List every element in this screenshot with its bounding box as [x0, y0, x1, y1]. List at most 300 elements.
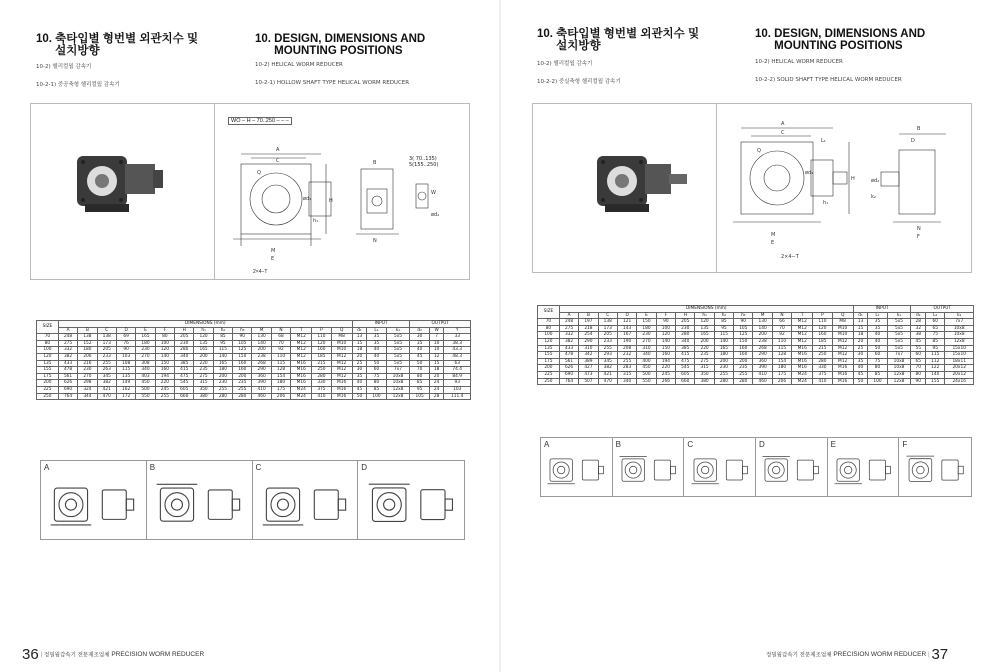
table-cell: 235: [695, 352, 714, 359]
table-cell: 130: [753, 319, 772, 326]
table-cell: 15x10: [945, 345, 974, 352]
table-cell: 95: [926, 345, 945, 352]
table-cell: 66: [772, 319, 791, 326]
table-cell: 69: [116, 334, 135, 341]
table-cell: 238: [252, 353, 271, 360]
table-cell: M16: [832, 378, 853, 385]
table-cell: 280: [213, 393, 232, 400]
page-number: 36: [22, 646, 39, 663]
table-cell: 18: [352, 347, 367, 354]
bolt-note: 2×4−T: [253, 269, 268, 275]
table-cell: M24: [792, 378, 813, 385]
table-cell: 74.4: [444, 367, 471, 374]
table-cell: 230: [175, 340, 194, 347]
table-cell: 105: [233, 340, 252, 347]
table-cell: 80: [155, 334, 174, 341]
table-cell: 18x11: [945, 358, 974, 365]
table-cell: M16: [291, 367, 312, 374]
table-cell: 390: [252, 380, 271, 387]
column-header: A: [58, 327, 77, 334]
table-cell: 50: [367, 360, 386, 367]
table-cell: 470: [97, 393, 116, 400]
table-cell: 410: [753, 371, 772, 378]
table-cell: 95: [714, 325, 733, 332]
table-cell: 40: [868, 332, 887, 339]
table-cell: 120: [813, 325, 832, 332]
mounting-position-drawing: [689, 448, 751, 492]
table-cell: 340: [676, 338, 695, 345]
table-cell: 35: [410, 340, 429, 347]
table-row: [538, 371, 974, 378]
table-cell: 180: [714, 352, 733, 359]
table-cell: M10: [832, 325, 853, 332]
table-cell: M12: [331, 373, 352, 380]
table-cell: 80: [538, 325, 560, 332]
column-header: L₁: [868, 312, 887, 319]
table-cell: 10: [429, 340, 444, 347]
subheading-en: 10-2) HELICAL WORM REDUCER: [255, 62, 343, 68]
table-cell: 55: [911, 345, 926, 352]
footer-company: 정밀웜감속기 전문제조업체: [766, 652, 832, 659]
table-cell: 421: [598, 371, 617, 378]
output-group-header: OUTPUT: [911, 306, 974, 313]
svg-text:H: H: [329, 198, 333, 204]
figure-box: [30, 103, 470, 280]
table-cell: 275: [194, 373, 213, 380]
table-cell: 421: [97, 386, 116, 393]
heading-en: 10. DESIGN, DIMENSIONS AND MOUNTING POSITIONS: [255, 33, 426, 57]
table-cell: 140: [753, 325, 772, 332]
table-cell: 200: [213, 373, 232, 380]
subheading-ko-2: 10-2-1) 중공축형 헬리컬웜 감속기: [36, 82, 120, 88]
table-row: [37, 334, 471, 341]
mounting-position-label: F: [902, 440, 908, 449]
table-row: [538, 338, 974, 345]
table-cell: 433: [559, 345, 578, 352]
table-cell: 206: [772, 378, 791, 385]
table-cell: 40: [853, 365, 868, 372]
table-cell: 65: [911, 358, 926, 365]
table-cell: 400: [637, 358, 656, 365]
table-cell: 507: [579, 378, 598, 385]
table-row: [538, 345, 974, 352]
table-cell: 40: [410, 347, 429, 354]
table-cell: 120: [538, 338, 560, 345]
table-cell: 20: [429, 373, 444, 380]
table-cell: 40: [367, 353, 386, 360]
table-cell: 50: [853, 378, 868, 385]
table-cell: 155: [538, 352, 560, 359]
table-cell: 270: [78, 373, 97, 380]
table-cell: 5x5: [386, 360, 410, 367]
table-cell: M24: [792, 371, 813, 378]
table-cell: 45: [352, 386, 367, 393]
table-cell: 155: [926, 378, 945, 385]
table-cell: 324: [78, 386, 97, 393]
svg-text:W: W: [431, 190, 436, 196]
input-group-header: INPUT: [352, 321, 410, 328]
figure-box: [532, 103, 972, 273]
table-cell: 233: [97, 353, 116, 360]
table-cell: 293: [598, 352, 617, 359]
page-37: [500, 0, 1000, 672]
table-cell: 478: [559, 352, 578, 359]
table-cell: 255: [598, 345, 617, 352]
table-cell: 12x8: [386, 386, 410, 393]
mounting-position-cell: [358, 461, 464, 539]
table-cell: 5x5: [887, 332, 911, 339]
table-cell: 150: [233, 353, 252, 360]
table-cell: 10x8: [945, 325, 974, 332]
table-cell: M12: [832, 338, 853, 345]
table-cell: 140: [926, 371, 945, 378]
table-cell: 35: [367, 334, 386, 341]
table-cell: 160: [233, 360, 252, 367]
table-cell: 197: [579, 319, 598, 326]
table-cell: 475: [175, 373, 194, 380]
table-cell: 315: [695, 365, 714, 372]
table-cell: M10: [331, 347, 352, 354]
table-cell: 32: [911, 325, 926, 332]
table-row: [538, 319, 974, 326]
table-cell: 180: [271, 380, 290, 387]
mounting-position-drawing: [365, 475, 458, 534]
table-cell: 230: [213, 380, 232, 387]
table-cell: 390: [753, 365, 772, 372]
table-cell: 180: [213, 367, 232, 374]
table-cell: 95: [213, 340, 232, 347]
table-cell: 7x7: [945, 319, 974, 326]
table-cell: M24: [291, 386, 312, 393]
table-cell: 194: [656, 358, 675, 365]
output-group-header: OUTPUT: [410, 321, 471, 328]
svg-text:ød₁: ød₁: [805, 170, 814, 176]
footer-company: 정밀웜감속기 전문제조업체: [44, 652, 110, 659]
table-cell: 280: [175, 347, 194, 354]
svg-text:B: B: [373, 160, 377, 166]
table-cell: 340: [136, 367, 155, 374]
table-cell: 24: [429, 386, 444, 393]
table-cell: M12: [291, 340, 312, 347]
table-cell: 155: [37, 367, 59, 374]
table-cell: 60: [868, 352, 887, 359]
table-cell: 120: [194, 334, 213, 341]
mounting-position-cell: [147, 461, 253, 539]
mounting-position-label: B: [149, 463, 156, 472]
table-cell: M16: [291, 360, 312, 367]
column-header: L₁: [367, 327, 386, 334]
column-header: D: [617, 312, 636, 319]
figure-divider: [214, 104, 215, 279]
footer: 36 | 정밀웜감속기 전문제조업체 PRECISION WORM REDUCER: [22, 646, 205, 663]
table-cell: 120: [656, 332, 675, 339]
table-cell: 460: [252, 393, 271, 400]
svg-text:h₁: h₁: [313, 218, 319, 224]
mounting-position-drawing: [153, 475, 245, 534]
table-cell: 160: [155, 367, 174, 374]
table-subheader-row: [37, 327, 471, 334]
table-cell: 230: [637, 332, 656, 339]
size-header: SIZE: [538, 306, 560, 319]
table-cell: M10: [331, 340, 352, 347]
mounting-position-label: B: [615, 440, 621, 449]
table-cell: 232: [617, 352, 636, 359]
table-cell: 154: [772, 358, 791, 365]
table-cell: 270: [637, 338, 656, 345]
table-cell: 85: [868, 371, 887, 378]
table-cell: 121: [617, 319, 636, 326]
table-cell: M16: [832, 371, 853, 378]
column-header: C: [598, 312, 617, 319]
table-cell: 100: [155, 340, 174, 347]
table-cell: 382: [58, 353, 77, 360]
table-cell: M8: [331, 334, 352, 341]
table-cell: M16: [792, 358, 813, 365]
table-cell: 5x5: [386, 340, 410, 347]
table-cell: 216: [78, 360, 97, 367]
mounting-position-cell: [41, 461, 147, 539]
mounting-position-cell: [253, 461, 359, 539]
table-cell: 75: [868, 358, 887, 365]
table-cell: 140: [155, 353, 174, 360]
table-cell: 125: [734, 332, 753, 339]
table-cell: 12x8: [887, 378, 911, 385]
table-cell: 28: [429, 393, 444, 400]
column-header: C: [97, 327, 116, 334]
table-cell: 35: [367, 340, 386, 347]
table-cell: M12: [291, 334, 312, 341]
table-cell: 25: [853, 345, 868, 352]
table-cell: 275: [58, 340, 77, 347]
mounting-position-label: C: [687, 440, 694, 449]
table-cell: 120: [695, 319, 714, 326]
table-cell: 160: [813, 332, 832, 339]
table-cell: 275: [559, 325, 578, 332]
table-row: [37, 360, 471, 367]
table-cell: 200: [233, 373, 252, 380]
table-cell: 200: [538, 365, 560, 372]
table-cell: 125: [233, 347, 252, 354]
table-cell: 330: [813, 365, 832, 372]
table-cell: 545: [175, 380, 194, 387]
table-cell: 48.3: [444, 353, 471, 360]
table-cell: 12x8: [887, 371, 911, 378]
table-cell: 165: [194, 347, 213, 354]
column-header: P: [312, 327, 331, 334]
size-note-2: 5(155..250): [409, 162, 439, 168]
table-cell: 160: [734, 345, 753, 352]
column-header: Q: [331, 327, 352, 334]
table-cell: 20: [853, 338, 868, 345]
table-cell: 20x12: [945, 371, 974, 378]
table-cell: 12x8: [386, 393, 410, 400]
table-cell: 764: [58, 393, 77, 400]
table-row: [37, 347, 471, 354]
table-cell: 152: [78, 340, 97, 347]
table-cell: 342: [579, 352, 598, 359]
model-code: WO – H – 70..250 – – –: [228, 117, 292, 125]
table-cell: 385: [676, 345, 695, 352]
table-row: [538, 332, 974, 339]
svg-text:k₂: k₂: [871, 194, 876, 200]
table-cell: 250: [312, 367, 331, 374]
table-cell: 10x8: [887, 365, 911, 372]
table-cell: 200: [252, 347, 271, 354]
table-cell: 605: [676, 371, 695, 378]
table-cell: 185: [312, 353, 331, 360]
table-cell: M12: [832, 345, 853, 352]
table-cell: 350: [194, 386, 213, 393]
table-cell: 38.3: [444, 340, 471, 347]
table-cell: M16: [792, 365, 813, 372]
table-cell: 450: [637, 365, 656, 372]
table-cell: 550: [136, 393, 155, 400]
table-header-row: [538, 306, 974, 313]
table-cell: 175: [271, 386, 290, 393]
table-cell: 200: [753, 332, 772, 339]
table-cell: M16: [291, 373, 312, 380]
table-cell: 28: [911, 319, 926, 326]
table-row: [538, 358, 974, 365]
table-row: [37, 340, 471, 347]
table-cell: 255: [233, 386, 252, 393]
table-cell: 12: [429, 353, 444, 360]
table-cell: 5x5: [887, 338, 911, 345]
table-cell: 235: [233, 380, 252, 387]
column-header: T: [291, 327, 312, 334]
table-cell: M16: [792, 345, 813, 352]
table-cell: 382: [598, 365, 617, 372]
table-cell: 205: [676, 319, 695, 326]
svg-text:Q: Q: [757, 148, 761, 154]
table-cell: 205: [175, 334, 194, 341]
column-header: h₃: [233, 327, 252, 334]
reducer-photo: [583, 142, 693, 222]
table-cell: 360: [252, 373, 271, 380]
table-cell: 235: [194, 367, 213, 374]
table-cell: 415: [175, 367, 194, 374]
table-cell: 205: [598, 332, 617, 339]
table-cell: 263: [97, 367, 116, 374]
table-cell: 308: [136, 360, 155, 367]
table-cell: 80: [37, 340, 59, 347]
column-header: F: [656, 312, 675, 319]
mounting-position-drawing: [904, 448, 967, 492]
table-cell: 550: [637, 378, 656, 385]
table-cell: 18: [853, 332, 868, 339]
table-cell: 332: [58, 347, 77, 354]
table-cell: 268: [753, 345, 772, 352]
table-cell: 92: [271, 347, 290, 354]
table-cell: 45: [911, 338, 926, 345]
table-cell: 235: [734, 365, 753, 372]
table-cell: 35: [868, 319, 887, 326]
table-cell: 345: [97, 373, 116, 380]
table-cell: 345: [598, 358, 617, 365]
table-cell: 410: [312, 393, 331, 400]
column-header: Y: [444, 327, 471, 334]
table-row: [538, 352, 974, 359]
dimensions-group-header: DIMENSIONS (mm): [559, 306, 853, 313]
table-cell: 33: [444, 334, 471, 341]
table-cell: 175: [538, 358, 560, 365]
column-header: k₁: [386, 327, 410, 334]
table-cell: 230: [676, 325, 695, 332]
table-cell: 433: [58, 360, 77, 367]
table-cell: 70: [37, 334, 59, 341]
table-cell: 690: [58, 386, 77, 393]
table-cell: 30: [352, 367, 367, 374]
table-cell: 340: [175, 353, 194, 360]
table-cell: 5x5: [386, 334, 410, 341]
table-cell: 5x5: [887, 319, 911, 326]
table-cell: 200: [734, 358, 753, 365]
table-cell: 35: [868, 325, 887, 332]
table-cell: 175: [37, 373, 59, 380]
table-cell: M12: [331, 360, 352, 367]
column-header: d₁: [853, 312, 868, 319]
table-cell: 382: [559, 338, 578, 345]
table-cell: 5x5: [887, 325, 911, 332]
table-cell: 45: [410, 353, 429, 360]
column-header: Q: [832, 312, 853, 319]
table-cell: 380: [695, 378, 714, 385]
table-cell: 225: [37, 386, 59, 393]
table-row: [538, 378, 974, 385]
subheading-ko: 10-2) 헬리컬웜 감속기: [36, 64, 92, 70]
table-cell: 50: [352, 393, 367, 400]
table-cell: 10x8: [386, 380, 410, 387]
svg-text:Q: Q: [257, 170, 261, 176]
table-cell: 220: [194, 360, 213, 367]
svg-text:2×4−T: 2×4−T: [781, 254, 799, 260]
table-cell: 375: [312, 386, 331, 393]
figure-divider: [716, 104, 717, 272]
table-cell: 80: [367, 380, 386, 387]
column-header: h₁: [194, 327, 213, 334]
table-cell: 165: [714, 345, 733, 352]
table-cell: 120: [155, 347, 174, 354]
table-cell: 128: [772, 352, 791, 359]
size-note: [409, 156, 438, 168]
table-cell: 280: [714, 378, 733, 385]
table-cell: M12: [331, 367, 352, 374]
table-cell: 110: [813, 319, 832, 326]
table-cell: 70: [271, 340, 290, 347]
table-cell: 70: [410, 367, 429, 374]
table-cell: 275: [695, 358, 714, 365]
table-cell: 100: [37, 347, 59, 354]
table-cell: 40: [367, 347, 386, 354]
column-header: N: [772, 312, 791, 319]
table-cell: M12: [792, 325, 813, 332]
table-cell: 60: [367, 367, 386, 374]
table-cell: 160: [233, 367, 252, 374]
mounting-position-label: A: [544, 440, 550, 449]
table-cell: 220: [656, 365, 675, 372]
table-cell: 76: [116, 340, 135, 347]
table-cell: 25: [352, 360, 367, 367]
mounting-positions: [540, 437, 972, 497]
table-cell: 180: [637, 325, 656, 332]
table-cell: 128: [271, 367, 290, 374]
table-cell: M12: [792, 338, 813, 345]
table-cell: 35: [853, 358, 868, 365]
size-header: SIZE: [37, 321, 59, 334]
mounting-position-cell: [756, 438, 828, 496]
table-cell: 403: [136, 373, 155, 380]
table-cell: M16: [331, 386, 352, 393]
